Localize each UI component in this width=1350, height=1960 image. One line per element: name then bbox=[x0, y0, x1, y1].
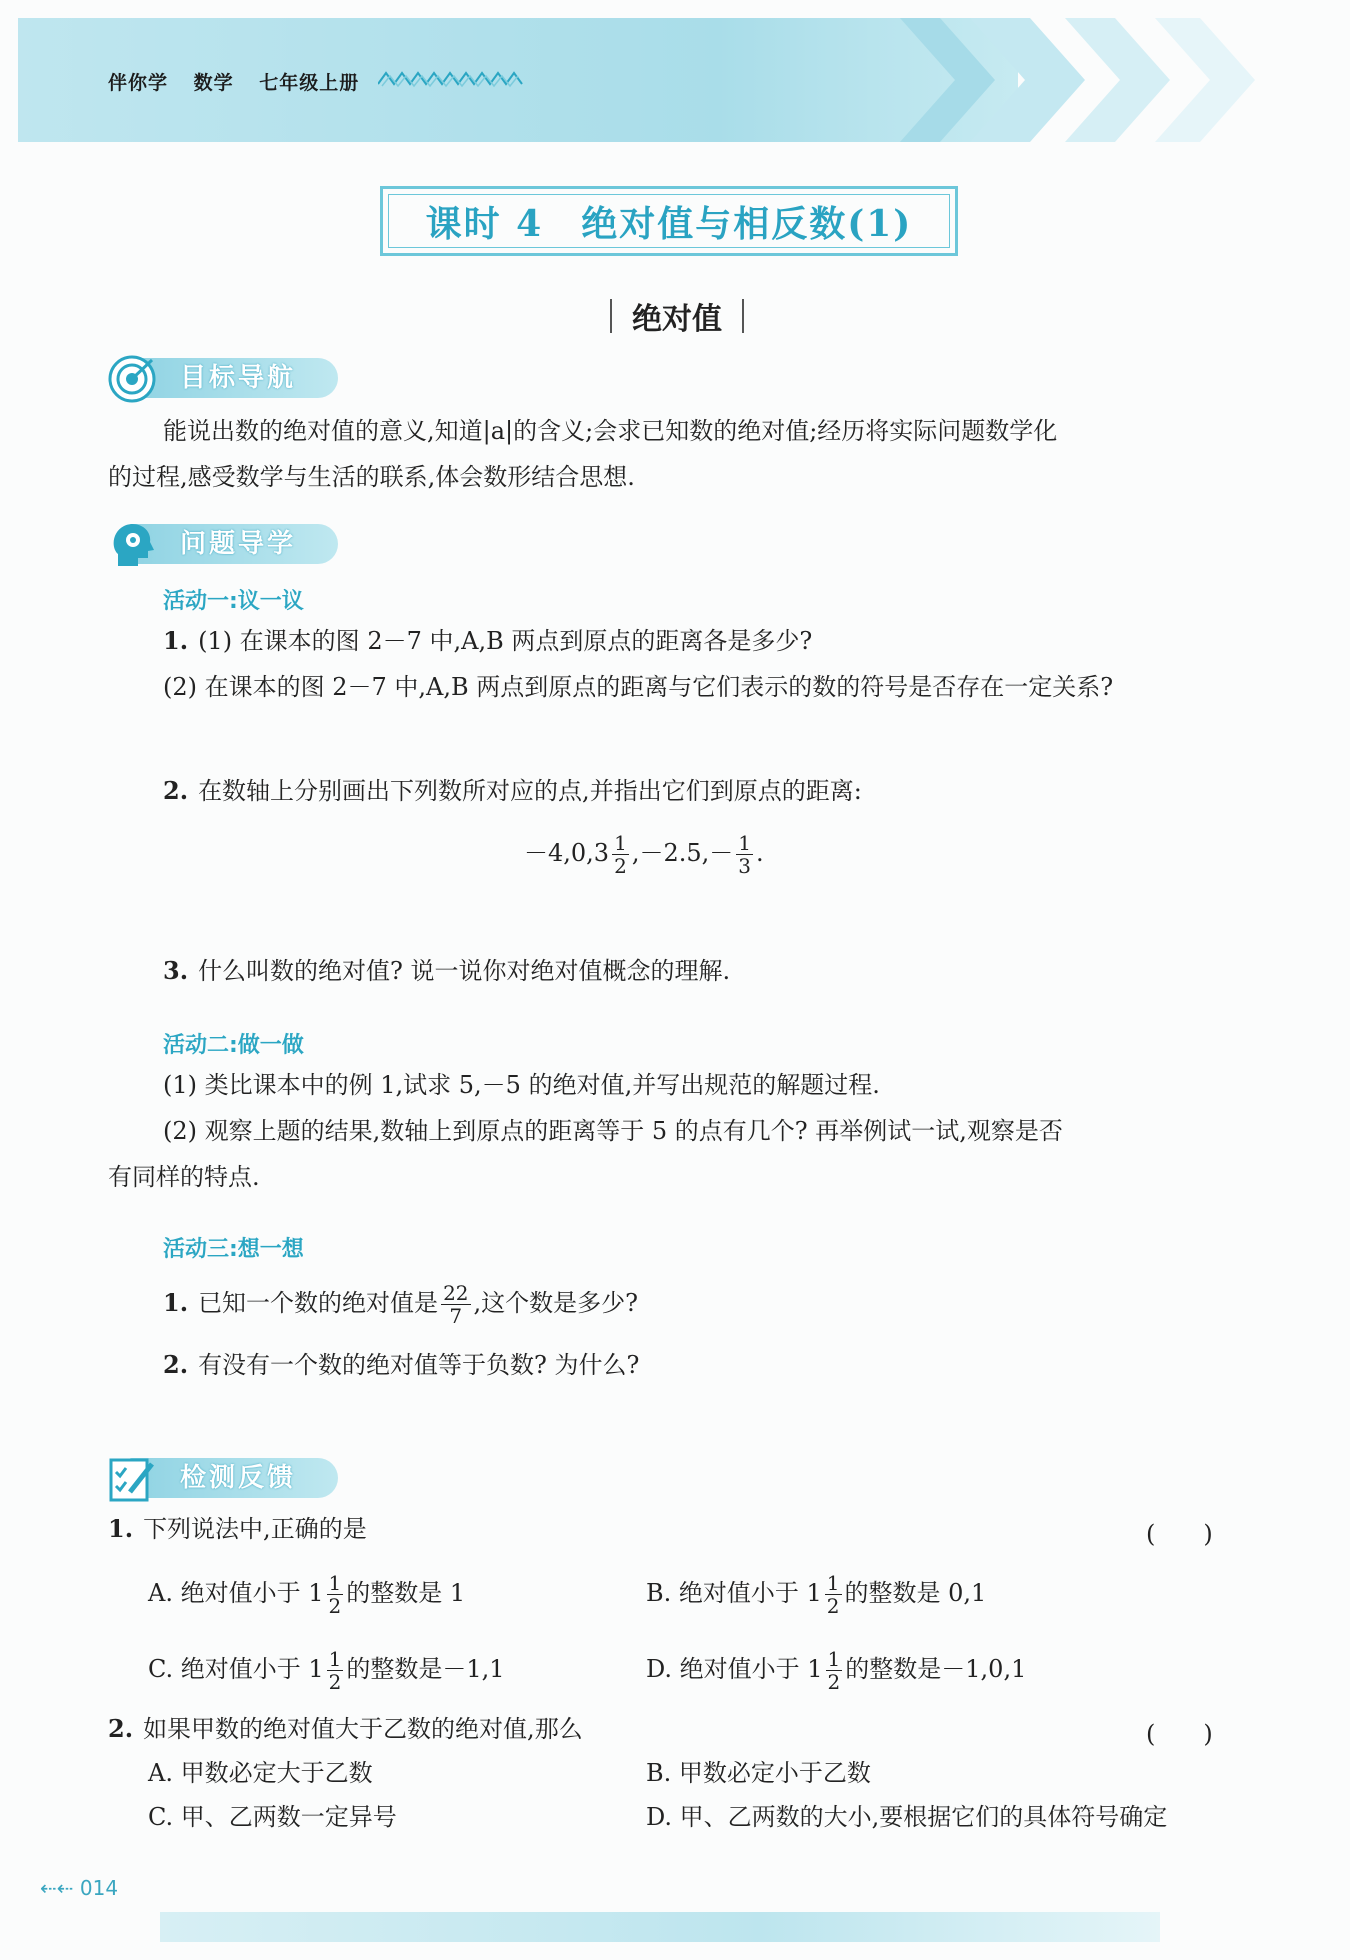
a3-q2-text: 有没有一个数的绝对值等于负数? 为什么? bbox=[198, 1351, 640, 1379]
answer-bracket: ( ) bbox=[1146, 1720, 1213, 1748]
fb-q2-text: 如果甲数的绝对值大于乙数的绝对值,那么 bbox=[143, 1715, 583, 1743]
arrow-icon: ⇠⇠ bbox=[40, 1876, 74, 1900]
fb-q2 bbox=[108, 1714, 583, 1744]
question-number: 1. bbox=[108, 1514, 134, 1543]
fraction-one-half bbox=[327, 1572, 344, 1617]
a2-p2-line2: 有同样的特点. bbox=[108, 1163, 260, 1191]
fb-q2-option-b: B. 甲数必定小于乙数 bbox=[646, 1759, 871, 1787]
frac-denominator: 2 bbox=[614, 854, 627, 878]
question-number: 2. bbox=[163, 1350, 189, 1379]
option-text: 的整数是 1 bbox=[346, 1579, 466, 1607]
fb-q1-option-b bbox=[646, 1568, 986, 1618]
feedback-section-tag bbox=[108, 1454, 340, 1498]
frac-numerator: 1 bbox=[614, 831, 627, 855]
subtitle-left-bar bbox=[610, 299, 612, 333]
page-number bbox=[40, 1876, 118, 1900]
frac-denominator: 7 bbox=[449, 1304, 463, 1328]
thinking-head-icon bbox=[108, 520, 158, 570]
guide-section-tag bbox=[108, 520, 340, 564]
option-text: B. 绝对值小于 1 bbox=[646, 1579, 822, 1607]
a1-q2-numbers bbox=[524, 828, 764, 878]
frac-denominator: 3 bbox=[738, 854, 751, 878]
feedback-label: 检测反馈 bbox=[180, 1463, 297, 1493]
answer-bracket: ( ) bbox=[1146, 1520, 1213, 1548]
guide-label: 问题导学 bbox=[180, 529, 297, 559]
section-subtitle bbox=[590, 296, 764, 336]
a1-q1-part1: (1) 在课本的图 2－7 中,A,B 两点到原点的距离各是多少? bbox=[198, 627, 813, 655]
frac-numerator: 1 bbox=[738, 831, 751, 855]
activity-1-title: 活动一:议一议 bbox=[163, 589, 304, 614]
fb-q1-option-c bbox=[148, 1644, 505, 1694]
a1-q1-line1 bbox=[163, 626, 812, 656]
fraction-22-over-7 bbox=[441, 1282, 470, 1327]
a3-q1-text-b: ,这个数是多少? bbox=[473, 1289, 639, 1317]
option-text: C. 绝对值小于 1 bbox=[148, 1655, 324, 1683]
fraction-one-half bbox=[826, 1648, 843, 1693]
checklist-icon bbox=[108, 1454, 158, 1504]
fb-q1 bbox=[108, 1514, 367, 1544]
frac-numerator: 1 bbox=[328, 1571, 342, 1595]
header-book: 伴你学 bbox=[108, 72, 169, 94]
fb-q2-option-a: A. 甲数必定大于乙数 bbox=[148, 1759, 373, 1787]
a1-q2 bbox=[163, 776, 862, 806]
a1-q3-text: 什么叫数的绝对值? 说一说你对绝对值概念的理解. bbox=[198, 957, 731, 985]
question-number: 1. bbox=[163, 626, 189, 655]
numbers-part-a: －4,0,3 bbox=[524, 839, 610, 867]
a2-p2-line1: (2) 观察上题的结果,数轴上到原点的距离等于 5 的点有几个? 再举例试一试,观察是否 bbox=[163, 1117, 1063, 1145]
lesson-title-box bbox=[380, 186, 958, 256]
option-text: 的整数是－1,1 bbox=[346, 1655, 505, 1683]
subtitle-text: 绝对值 bbox=[632, 302, 722, 337]
goals-section-tag bbox=[108, 354, 340, 398]
goal-line-1: 能说出数的绝对值的意义,知道|a|的含义;会求已知数的绝对值;经历将实际问题数学化 bbox=[163, 417, 1058, 445]
footer-band bbox=[160, 1912, 1160, 1942]
question-number: 3. bbox=[163, 956, 189, 985]
option-text: D. 绝对值小于 1 bbox=[646, 1655, 823, 1683]
fraction-one-third bbox=[736, 832, 753, 877]
activity-3-title: 活动三:想一想 bbox=[163, 1237, 304, 1262]
header-subject: 数学 bbox=[193, 72, 234, 94]
frac-numerator: 1 bbox=[827, 1647, 841, 1671]
fb-q1-option-a bbox=[148, 1568, 465, 1618]
frac-numerator: 1 bbox=[826, 1571, 840, 1595]
fraction-one-half bbox=[825, 1572, 842, 1617]
option-text: 的整数是 0,1 bbox=[844, 1579, 987, 1607]
target-icon bbox=[108, 354, 158, 404]
fb-q1-option-d bbox=[646, 1644, 1026, 1694]
question-number: 2. bbox=[163, 776, 189, 805]
frac-numerator: 22 bbox=[443, 1281, 469, 1305]
numbers-part-b: ,－2.5,－ bbox=[631, 839, 734, 867]
header-zigzag-icon bbox=[378, 70, 524, 88]
subtitle-right-bar bbox=[742, 299, 744, 333]
a3-q1 bbox=[163, 1278, 638, 1328]
a1-q1-part2: (2) 在课本的图 2－7 中,A,B 两点到原点的距离与它们表示的数的符号是否存在一定关系? bbox=[163, 673, 1114, 701]
frac-denominator: 2 bbox=[328, 1594, 342, 1618]
frac-denominator: 2 bbox=[328, 1670, 342, 1694]
frac-denominator: 2 bbox=[826, 1594, 840, 1618]
option-text: A. 绝对值小于 1 bbox=[148, 1579, 324, 1607]
header-breadcrumb bbox=[108, 68, 377, 95]
a1-q2-text: 在数轴上分别画出下列数所对应的点,并指出它们到原点的距离: bbox=[198, 777, 862, 805]
a1-q3 bbox=[163, 956, 730, 986]
fraction-one-half bbox=[612, 832, 629, 877]
fb-q2-option-d: D. 甲、乙两数的大小,要根据它们的具体符号确定 bbox=[646, 1803, 1168, 1831]
question-number: 1. bbox=[163, 1288, 189, 1317]
a3-q1-text-a: 已知一个数的绝对值是 bbox=[198, 1289, 439, 1317]
option-text: 的整数是－1,0,1 bbox=[845, 1655, 1027, 1683]
question-number: 2. bbox=[108, 1714, 134, 1743]
header-chevron-decoration bbox=[900, 18, 1330, 142]
fb-q2-option-c: C. 甲、乙两数一定异号 bbox=[148, 1803, 397, 1831]
a2-p1: (1) 类比课本中的例 1,试求 5,－5 的绝对值,并写出规范的解题过程. bbox=[163, 1071, 880, 1099]
fb-q1-text: 下列说法中,正确的是 bbox=[143, 1515, 367, 1543]
frac-numerator: 1 bbox=[328, 1647, 342, 1671]
fraction-one-half bbox=[327, 1648, 344, 1693]
lesson-title: 课时 4 绝对值与相反数(1) bbox=[388, 194, 950, 248]
frac-denominator: 2 bbox=[827, 1670, 841, 1694]
activity-2-title: 活动二:做一做 bbox=[163, 1033, 304, 1058]
page-number-text: 014 bbox=[79, 1876, 119, 1900]
goals-label: 目标导航 bbox=[180, 363, 297, 393]
a3-q2 bbox=[163, 1350, 639, 1380]
goal-line-2: 的过程,感受数学与生活的联系,体会数形结合思想. bbox=[108, 463, 635, 491]
header-grade: 七年级上册 bbox=[259, 72, 360, 94]
numbers-end: . bbox=[755, 839, 764, 867]
